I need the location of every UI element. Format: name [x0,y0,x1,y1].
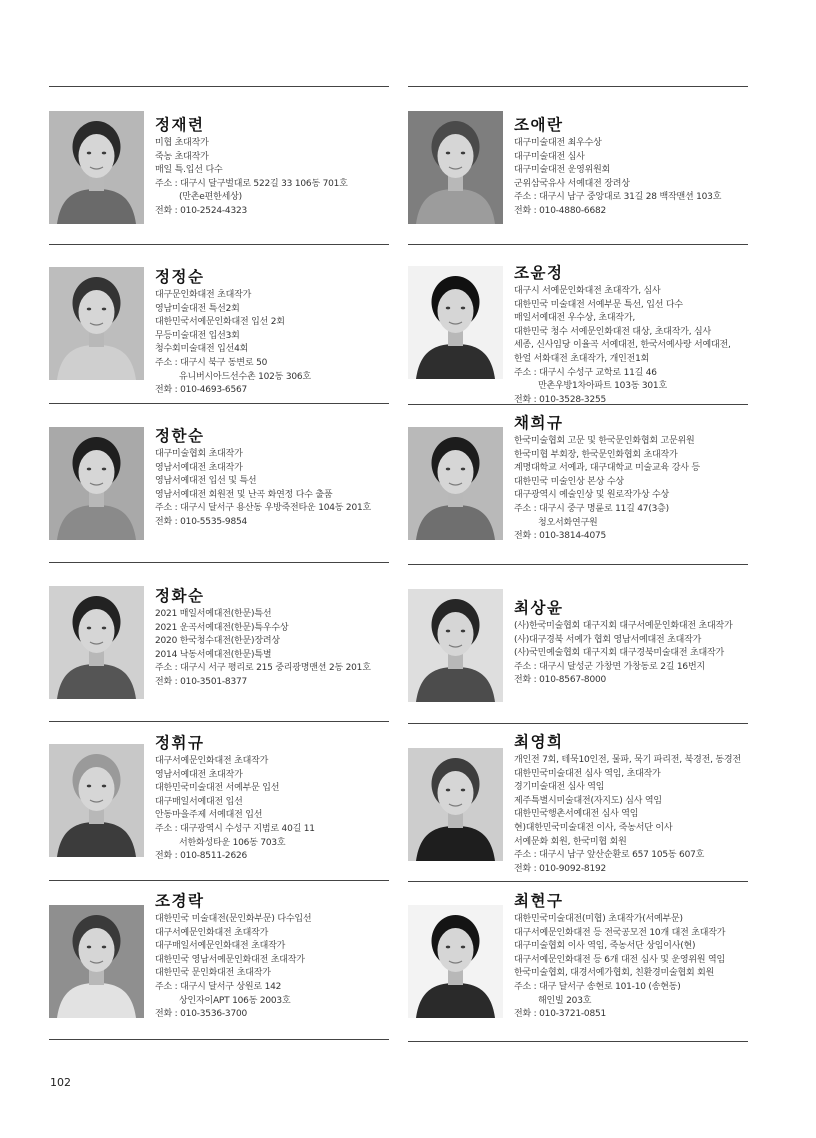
portrait-face [79,290,115,334]
portrait-graphic [408,266,503,379]
artist-detail-line: 대한민국 미술인상 본상 수상 [514,476,624,487]
artist-detail-line: 영남서예대전 초대작가 [155,769,243,780]
artist-name: 최현구 [514,892,564,910]
artist-detail-line: 대구미술대전 최우수상 [514,138,602,148]
portrait-eye-right [461,152,465,155]
portrait-graphic [49,586,144,699]
entry-list [49,87,389,1040]
artist-detail-line: 전화 : 010-4880-6682 [514,205,607,216]
artist-detail-line: 해인빌 203호 [538,995,592,1006]
artist-detail-line: 2014 낙동서예대전(한문)특별 [155,649,272,660]
artist-photo [49,267,144,380]
artist-detail-line: (사)국민예술협회 대구지회 대구경북미술대전 초대작가 [514,648,724,659]
artist-info [514,413,748,544]
artist-entry [408,565,748,724]
artist-entry [408,405,748,565]
portrait-face [79,928,115,972]
artist-detail-line: 주소 : 대구시 서구 평리로 215 중리광명맨션 2동 201호 [155,663,371,674]
portrait-face [438,450,474,494]
artist-entry [49,404,389,563]
artist-detail-line: 전화 : 010-3536-3700 [155,1009,248,1020]
portrait-eye-left [87,627,91,630]
artist-detail-line: 대구서예문인화대전 등 전국공모전 10개 대전 초대작가 [514,927,726,938]
artist-detail-line: 주소 : 대구시 북구 동변로 50 [155,357,268,368]
artist-detail-line: 대구서예문인화대전 초대작가 [155,756,269,766]
artist-entry [49,881,389,1040]
portrait-graphic [408,589,503,702]
artist-name: 채희규 [514,414,564,432]
portrait-eye-left [446,946,450,949]
artist-detail-line: 전화 : 010-5535-9854 [155,516,248,527]
portrait-face [438,289,474,333]
artist-detail-line: 영남서예대전 회원전 및 난곡 화연정 다수 출품 [155,489,333,500]
artist-photo [408,748,503,861]
artist-entry [408,724,748,882]
artist-name: 최상윤 [514,599,564,617]
artist-detail-line: 주소 : 대구시 중구 명륜로 11길 47(3층) [514,503,669,514]
portrait-face [79,450,115,494]
artist-detail-line: 대구미술협회 초대작가 [155,449,243,459]
artist-detail-line: 전화 : 010-3721-0851 [514,1009,607,1020]
artist-detail-line: 대구매일서예대전 입선 [155,796,243,807]
artist-name: 조경락 [155,892,205,910]
portrait-eye-left [446,468,450,471]
artist-photo [49,111,144,224]
artist-detail-line: 대구서예문인화대전 등 6개 대전 심사 및 운영위원 역임 [514,954,726,965]
artist-photo [49,427,144,540]
artist-entry [49,563,389,722]
portrait-eye-right [461,468,465,471]
artist-detail-line: 대한민국미술대전 심사 역임, 초대작가 [514,768,661,779]
artist-info [514,598,748,688]
artist-entry [408,87,748,245]
artist-detail-line: 주소 : 대구시 수성구 교학로 11길 46 [514,367,657,378]
portrait-eye-left [446,630,450,633]
portrait-eye-left [87,468,91,471]
artist-entry [408,882,748,1042]
artist-photo [408,266,503,379]
artist-detail-line: 군위삼국유사 서예대전 장려상 [514,178,630,189]
artist-detail-line: 한국미협 부회장, 한국문인화협회 초대작가 [514,449,678,460]
artist-detail-line: 2021 매일서예대전(한문)특선 [155,609,272,619]
artist-detail-line: 대구문인화대전 초대작가 [155,290,252,300]
artist-detail-line: (사)한국미술협회 대구지회 대구서예문인화대전 초대작가 [514,621,733,631]
artist-info [514,732,748,876]
portrait-face [438,771,474,815]
artist-name: 정한순 [155,427,205,445]
artist-detail-line: 대한민국행촌서예대전 심사 역임 [514,809,639,820]
portrait-eye-left [87,785,91,788]
artist-name: 정정순 [155,268,205,286]
artist-detail-line: 제주특별시미술대전(자지도) 심사 역임 [514,795,662,806]
portrait-face [79,609,115,653]
artist-name: 최영희 [514,733,564,751]
artist-detail-line: 안동마을주제 서예대전 입선 [155,810,263,821]
portrait-graphic [408,111,503,224]
artist-detail-line: 주소 : 대구시 달성군 가창면 가창동로 2길 16번지 [514,661,705,672]
artist-detail-line: 상인자이APT 106동 2003호 [179,995,291,1006]
portrait-eye-left [446,152,450,155]
artist-detail-line: 매일서예대전 우수상, 초대작가, [514,313,636,324]
portrait-graphic [408,427,503,540]
artist-detail-line: 서한화성타운 106동 703호 [179,837,286,848]
artist-detail-line: 세종, 신사임당 이율곡 서예대전, 한국서예사랑 서예대전, [514,340,731,351]
artist-detail-line: (만촌e편한세상) [179,192,242,203]
artist-detail-line: 대한민국미술대전 서예부문 입선 [155,783,280,794]
artist-detail-line: 전화 : 010-9092-8192 [514,863,607,874]
artist-info [155,267,389,398]
artist-photo [408,905,503,1018]
artist-detail-line: 계명대학교 서예과, 대구대학교 미술교육 강사 등 [514,463,700,474]
portrait-eye-right [461,946,465,949]
artist-detail-line: 대구미술대전 운영위원회 [514,165,611,176]
left-column [49,86,389,1040]
artist-detail-line: 개인전 7회, 테묵10인전, 물파, 묵기 파리전, 북경전, 동경전 [514,755,741,765]
portrait-eye-left [446,307,450,310]
portrait-graphic [49,427,144,540]
portrait-graphic [408,748,503,861]
portrait-graphic [49,111,144,224]
artist-info [155,426,389,530]
artist-detail-line: 전화 : 010-8511-2626 [155,851,248,862]
right-column [408,86,748,1042]
artist-detail-line: 대구매일서예문인화대전 초대작가 [155,941,286,952]
artist-detail-line: 전화 : 010-3814-4075 [514,531,607,542]
artist-detail-line: 청수회미술대전 입선4회 [155,344,249,355]
artist-photo [49,744,144,857]
artist-detail-line: (사)대구경북 서예가 협회 영남서예대전 초대작가 [514,634,702,645]
artist-detail-line: 대한민국 문인화대전 초대작가 [155,968,271,979]
artist-photo [49,586,144,699]
portrait-eye-right [102,308,106,311]
artist-detail-line: 주소 : 대구시 남구 중앙대로 31길 28 백작맨션 103호 [514,192,722,203]
artist-detail-line: 죽농 초대작가 [155,151,209,162]
artist-detail-line: 주소 : 대구시 달구벌대로 522길 33 106동 701호 [155,178,348,189]
artist-name: 조애란 [514,116,564,134]
artist-detail-line: 청오서화연구원 [538,517,598,528]
artist-info [155,733,389,864]
artist-detail-line: 대구서예문인화대전 초대작가 [155,927,269,938]
artist-detail-line: 현)대한민국미술대전 이사, 죽농서단 이사 [514,822,673,833]
portrait-graphic [408,905,503,1018]
artist-detail-line: 전화 : 010-8567-8000 [514,675,607,686]
artist-detail-line: 한국미술협회, 대경서예가협회, 친환경미술협회 회원 [514,968,715,979]
portrait-eye-left [446,789,450,792]
artist-detail-line: 전화 : 010-4693-6567 [155,385,248,396]
artist-detail-line: 대한민국 미술대전 서예부문 특선, 입선 다수 [514,299,683,310]
artist-detail-line: 전화 : 010-3528-3255 [514,394,607,405]
artist-photo [408,111,503,224]
artist-detail-line: 유니버시아드선수촌 102동 306호 [179,371,311,382]
artist-detail-line: 영남서예대전 초대작가 [155,462,243,473]
artist-detail-line: 대구광역시 예술인상 및 원로작가상 수상 [514,490,670,501]
artist-detail-line: 한얼 서화대전 초대작가, 개인전1회 [514,353,650,364]
artist-detail-line: 서예문화 회원, 한국미협 회원 [514,836,627,847]
portrait-face [438,612,474,656]
artist-info [155,586,389,690]
artist-detail-line: 주소 : 대구광역시 수성구 지범로 40길 11 [155,823,315,834]
artist-detail-line: 대한민국 청수 서예문인화대전 대상, 초대작가, 심사 [514,326,712,337]
portrait-eye-right [461,630,465,633]
artist-info [514,263,748,407]
artist-detail-line: 2021 운곡서예대전(한문)특우수상 [155,622,289,633]
artist-detail-line: 주소 : 대구시 남구 앞산순환로 657 105동 607호 [514,850,705,861]
artist-detail-line: 대구미술대전 심사 [514,151,585,162]
artist-detail-line: 주소 : 대구시 달서구 용산동 우방죽전타운 104동 201호 [155,503,372,514]
artist-detail-line: 대한민국미술대전(미협) 초대작가(서예부문) [514,914,683,924]
artist-entry [408,245,748,405]
portrait-eye-right [102,785,106,788]
artist-info [514,115,748,219]
portrait-graphic [49,744,144,857]
portrait-eye-right [461,789,465,792]
artist-detail-line: 영남서예대전 입선 및 특선 [155,476,257,487]
artist-photo [408,427,503,540]
portrait-face [79,134,115,178]
artist-detail-line: 대구미술협회 이사 역임, 죽농서단 상임이사(현) [514,941,696,952]
artist-detail-line: 전화 : 010-3501-8377 [155,676,248,687]
portrait-eye-left [87,308,91,311]
artist-entry [49,87,389,245]
artist-detail-line: 대한민국 영남서예문인화대전 초대작가 [155,954,305,965]
artist-detail-line: 대구시 서예문인화대전 초대작가, 심사 [514,286,661,296]
artist-info [514,891,748,1022]
artist-detail-line: 한국미술협회 고문 및 한국문인화협회 고문위원 [514,436,695,446]
portrait-eye-left [87,946,91,949]
portrait-face [438,928,474,972]
artist-detail-line: 무등미술대전 입선3회 [155,330,240,341]
portrait-face [79,767,115,811]
artist-detail-line: 미협 초대작가 [155,138,209,148]
portrait-face [438,134,474,178]
portrait-eye-right [102,946,106,949]
artist-name: 정휘규 [155,734,205,752]
artist-photo [49,905,144,1018]
portrait-eye-right [461,307,465,310]
artist-detail-line: 매일 특.입선 다수 [155,165,223,176]
portrait-graphic [49,905,144,1018]
artist-info [155,115,389,219]
artist-entry [49,245,389,404]
portrait-eye-right [102,627,106,630]
artist-info [155,891,389,1022]
artist-detail-line: 만촌우방1차아파트 103동 301호 [538,381,667,392]
artist-detail-line: 주소 : 대구 달서구 송현로 101-10 (송현동) [514,981,681,992]
artist-name: 정재련 [155,116,205,134]
artist-detail-line: 경기미술대전 심사 역임 [514,782,605,793]
entry-list [408,87,748,1042]
portrait-eye-left [87,152,91,155]
artist-detail-line: 대한민국서예문인화대전 입선 2회 [155,317,285,328]
artist-photo [408,589,503,702]
portrait-graphic [49,267,144,380]
artist-detail-line: 주소 : 대구시 달서구 상원로 142 [155,981,282,992]
artist-detail-line: 대한민국 미술대전(문인화부문) 다수입선 [155,914,312,924]
artist-detail-line: 2020 한국청수대전(한문)장려상 [155,636,280,647]
artist-name: 조윤정 [514,264,564,282]
artist-entry [49,722,389,881]
portrait-eye-right [102,468,106,471]
page-number: 102 [50,1076,71,1089]
portrait-eye-right [102,152,106,155]
artist-detail-line: 영남미술대전 특선2회 [155,303,240,314]
artist-detail-line: 전화 : 010-2524-4323 [155,205,248,216]
artist-name: 정화순 [155,587,205,605]
